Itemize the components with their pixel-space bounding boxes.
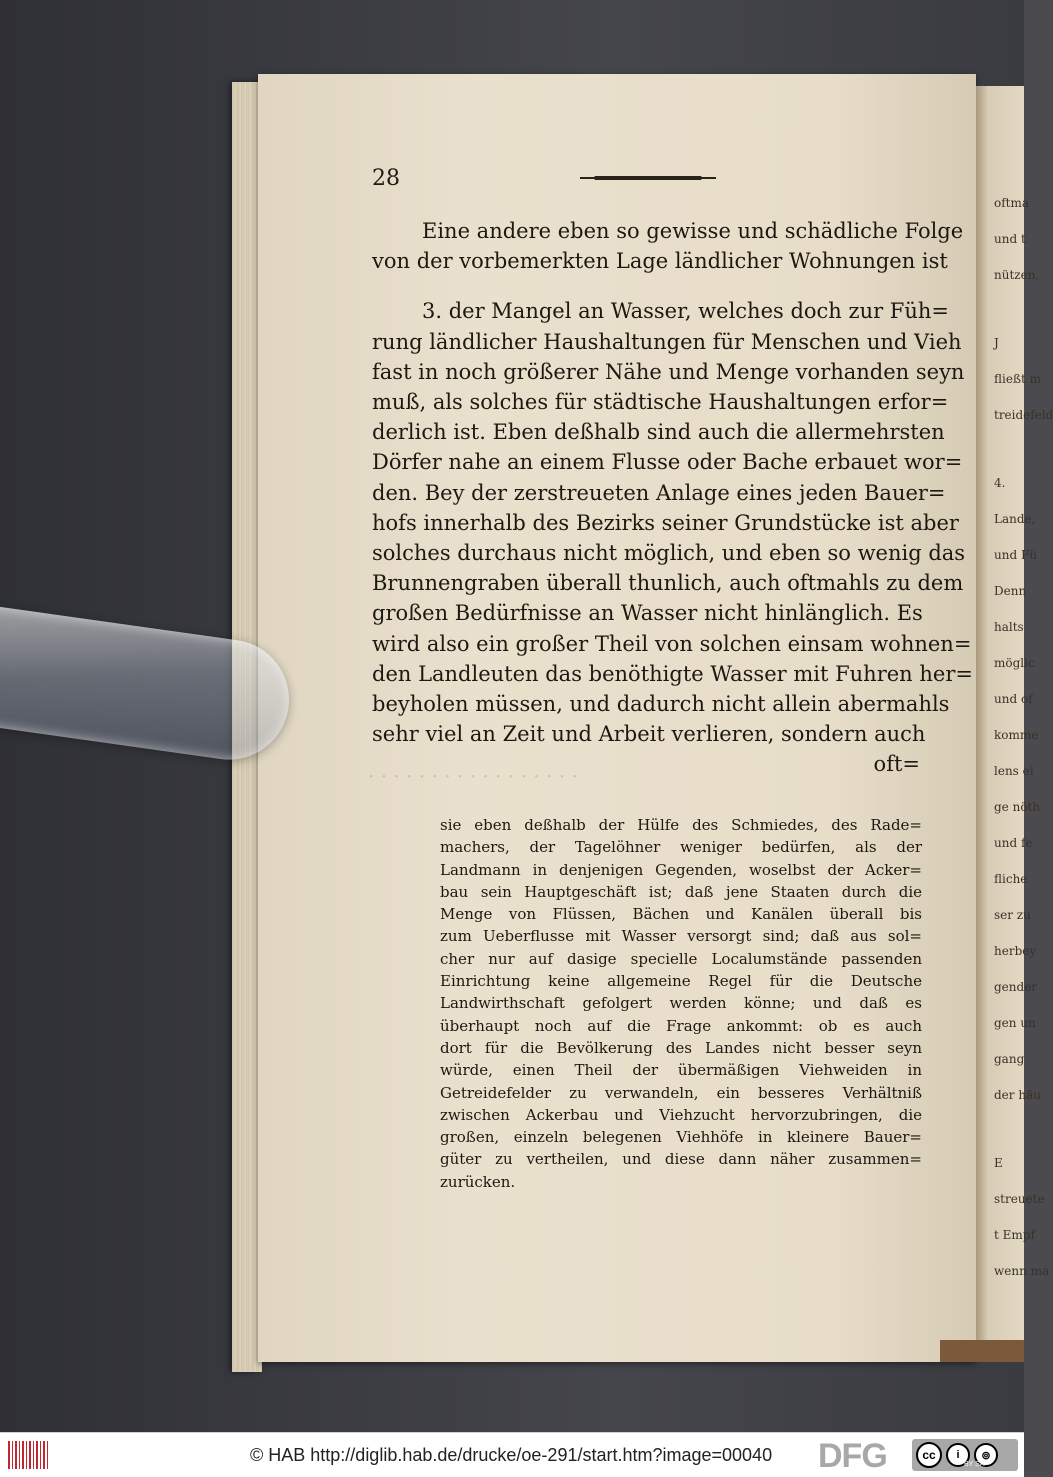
facing-page-text: gen un [994, 1016, 1036, 1030]
footnote-line: zum Ueberflusse mit Wasser versorgt sind; daß aus sol= [440, 927, 922, 946]
text-line: den. Bey der zerstreueten Anlage eines jeden Bauer= [372, 480, 946, 505]
footnote-line: Menge von Flüssen, Bächen und Kanälen überall bis [440, 905, 922, 924]
facing-page-text: treidefeld [994, 408, 1053, 422]
facing-page-text: wenn ma [994, 1264, 1050, 1278]
text-line: großen Bedürfnisse an Wasser nicht hinlänglich. Es [372, 601, 923, 626]
catchword: oft= [873, 752, 920, 777]
book-cover-edge [940, 1340, 1024, 1362]
text-line: hofs innerhalb des Bezirks seiner Grundstücke ist aber [372, 510, 959, 535]
by-icon: i [946, 1443, 970, 1467]
facing-page-text: fliche [994, 872, 1028, 886]
text-line: Brunnengraben überall thunlich, auch oftmahls zu dem [372, 571, 964, 596]
footer-bar [0, 1432, 1024, 1477]
text-line: Eine andere eben so gewisse und schädliche Folge [422, 219, 964, 243]
footnote-line: würde, einen Theil der übermäßigen Viehweiden in [440, 1061, 922, 1080]
text-line: den Landleuten das benöthigte Wasser mit Fuhren her= [372, 661, 973, 686]
footnote-line: großen, einzeln belegenen Viehhöfe in kleinere Bauer= [440, 1128, 922, 1147]
facing-page-text: nützen, [994, 268, 1040, 282]
facing-page-text: t Empf [994, 1228, 1035, 1242]
copyright-link[interactable]: © HAB http://diglib.hab.de/drucke/oe-291/start.htm?image=00040 [250, 1445, 773, 1465]
text-line: Dörfer nahe an einem Flusse oder Bache erbauet wor= [372, 450, 963, 475]
footnote-line: Getreidefelder zu verwandeln, ein besseres Verhältniß [440, 1083, 922, 1102]
sa-icon: ⊚ [974, 1443, 998, 1467]
facing-page-text: E [994, 1156, 1003, 1170]
footnote-line: sie eben deßhalb der Hülfe des Schmiedes, des Rade= [440, 816, 922, 834]
facing-page-fragment [976, 86, 1053, 1346]
footnote-line: Landwirthschaft gefolgert werden könne; und daß es [440, 994, 922, 1013]
facing-page-text: halts [994, 620, 1024, 634]
footnote-line: Einrichtung keine allgemeine Regel für die Deutsche [440, 972, 922, 991]
facing-page-text: komme [994, 728, 1039, 742]
facing-page-text: oftma [994, 196, 1030, 210]
facing-page-text: Lande, [994, 512, 1036, 526]
facing-page-text: und fe [994, 836, 1033, 850]
facing-page-text: und of [994, 692, 1033, 706]
footnote-line: machers, der Tagelöhner weniger bedürfen, als der [440, 838, 922, 857]
text-line: von der vorbemerkten Lage ländlicher Wohnungen ist [372, 249, 948, 274]
facing-page-text: Denn [994, 584, 1027, 598]
text-line: beyholen müssen, und dadurch nicht allein abermahls [372, 692, 950, 717]
facing-page-text: und t [994, 232, 1026, 246]
facing-page-text: fließt m [994, 372, 1041, 386]
footnote-line: güter zu vertheilen, und diese dann näher zusammen= [440, 1150, 922, 1169]
facing-page-text: gang [994, 1052, 1025, 1066]
facing-page-text: herbey [994, 944, 1037, 958]
main-text [372, 216, 973, 780]
facing-page-text: J [994, 336, 999, 350]
text-line: muß, als solches für städtische Haushaltungen erfor= [372, 390, 949, 415]
footnote-line: Landmann in denjenigen Gegenden, woselbst der Acker= [440, 860, 922, 879]
facing-page-text: ge nöth [994, 800, 1041, 814]
facing-page-text: ser zu [994, 908, 1031, 922]
page-number: 28 [372, 166, 400, 191]
facing-page-text: der häu [994, 1088, 1041, 1102]
footnote-line: zwischen Ackerbau und Viehzucht hervorzubringen, die [440, 1105, 922, 1124]
footnote-line: überhaupt noch auf die Frage ankommt: ob es auch [440, 1016, 922, 1035]
facing-page-text: lens ei [994, 764, 1034, 778]
footnote-line: zurücken. [440, 1172, 516, 1191]
cc-icon: cc [916, 1442, 942, 1468]
dfg-logo: DFG [818, 1437, 887, 1475]
text-line: fast in noch größerer Nähe und Menge vorhanden seyn [372, 359, 965, 384]
text-line: derlich ist. Eben deßhalb sind auch die allermehrsten [372, 420, 945, 445]
footnote-line: dort für die Bevölkerung des Landes nicht besser seyn [440, 1038, 922, 1057]
text-line: 3. der Mangel an Wasser, welches doch zur Füh= [422, 299, 950, 324]
barcode-icon [8, 1441, 48, 1469]
text-line: rung ländlicher Haushaltungen für Menschen und Vieh [372, 329, 962, 354]
text-line: solches durchaus nicht möglich, und eben so wenig das [372, 541, 966, 566]
facing-page-text: möglic [994, 656, 1035, 670]
bleed-through-text: · · · · · · · · · · · · · · · · · [368, 764, 578, 788]
facing-page-text: streuete [994, 1192, 1045, 1206]
footnote-line: bau sein Hauptgeschäft ist; daß jene Staaten durch die [440, 882, 922, 901]
facing-page-text: gender [994, 980, 1038, 994]
footnote [440, 814, 922, 1193]
footnote-line: cher nur auf dasige specielle Localumstände passenden [440, 949, 922, 968]
text-line: sehr viel an Zeit und Arbeit verlieren, sondern auch [372, 722, 926, 747]
header-rule [594, 176, 702, 180]
cc-license-badge[interactable] [912, 1439, 1018, 1471]
facing-page-text: und Fü [994, 548, 1038, 562]
license-label: BY SA [964, 1461, 985, 1468]
text-line: wird also ein großer Theil von solchen einsam wohnen= [372, 631, 972, 656]
facing-page-text: 4. [994, 476, 1006, 490]
